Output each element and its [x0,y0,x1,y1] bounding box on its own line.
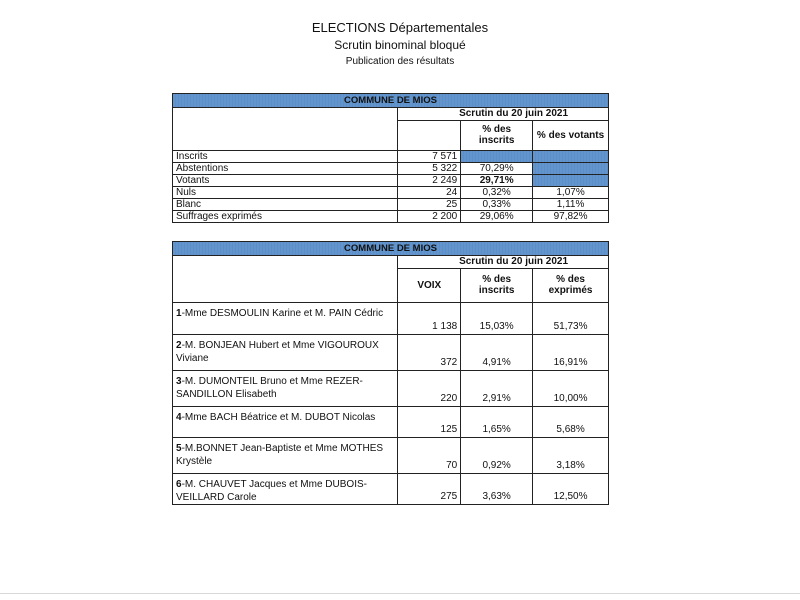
candidate-name [173,438,398,474]
candidate-name [173,371,398,407]
row-pct-inscrits: 0,33% [461,199,533,211]
row-value: 5 322 [398,163,461,175]
candidate-pct-inscrits: 2,91% [461,371,533,407]
row-pct-votants: 1,07% [533,187,609,199]
table-row [173,199,609,211]
results-table [172,241,609,505]
row-pct-votants: 97,82% [533,211,609,223]
row-pct-votants: 1,11% [533,199,609,211]
row-value: 2 200 [398,211,461,223]
candidate-pct-exprimes: 5,68% [533,407,609,438]
candidate-name [173,407,398,438]
candidate-number: 4 [176,412,182,423]
scan-edge-line [0,593,800,594]
blank-header-cell [173,256,398,303]
candidate-pct-inscrits: 4,91% [461,335,533,371]
candidate-label: -Mme BACH Béatrice et M. DUBOT Nicolas [181,412,376,423]
candidate-row [173,371,609,407]
candidate-voix: 125 [398,407,461,438]
candidate-row [173,335,609,371]
candidate-number: 5 [176,443,182,454]
candidate-row [173,407,609,438]
commune-band: COMMUNE DE MIOS [173,242,609,256]
col-voix: VOIX [398,268,461,302]
candidate-pct-inscrits: 3,63% [461,474,533,505]
row-value: 24 [398,187,461,199]
candidate-pct-inscrits: 15,03% [461,303,533,335]
blank-header-cell [398,120,461,150]
row-label: Abstentions [173,163,398,175]
candidate-label: -M. DUMONTEIL Bruno et Mme REZER-SANDILLON Elisabeth [176,376,363,400]
col-pct-inscrits: % des inscrits [461,268,533,302]
shaded-cell [533,163,609,175]
table-row [173,175,609,187]
candidate-name [173,474,398,505]
row-pct-inscrits: 70,29% [461,163,533,175]
row-label: Inscrits [173,151,398,163]
candidate-pct-exprimes: 3,18% [533,438,609,474]
document-caption: Publication des résultats [345,56,455,67]
table-row [173,211,609,223]
row-value: 2 249 [398,175,461,187]
row-pct-inscrits: 29,06% [461,211,533,223]
candidate-voix: 220 [398,371,461,407]
table-row [173,163,609,175]
candidate-name [173,303,398,335]
candidate-row [173,303,609,335]
commune-band: COMMUNE DE MIOS [173,94,609,108]
col-pct-exprimes: % des exprimés [533,268,609,302]
participation-table [172,93,609,223]
candidate-voix: 372 [398,335,461,371]
candidate-voix: 1 138 [398,303,461,335]
candidate-pct-exprimes: 51,73% [533,303,609,335]
candidate-voix: 275 [398,474,461,505]
candidate-pct-exprimes: 12,50% [533,474,609,505]
blank-header-cell [173,108,398,151]
candidate-pct-exprimes: 16,91% [533,335,609,371]
scrutin-date: Scrutin du 20 juin 2021 [398,108,609,121]
candidate-label: -M. BONJEAN Hubert et Mme VIGOUROUX Viviane [176,340,379,364]
col-pct-votants: % des votants [533,120,609,150]
shaded-cell [533,175,609,187]
row-value: 25 [398,199,461,211]
candidate-row [173,474,609,505]
candidate-name [173,335,398,371]
candidate-label: -Mme DESMOULIN Karine et M. PAIN Cédric [181,308,384,319]
col-pct-inscrits: % des inscrits [461,120,533,150]
candidate-voix: 70 [398,438,461,474]
row-pct-inscrits: 0,32% [461,187,533,199]
candidate-number: 1 [176,308,182,319]
scrutin-date: Scrutin du 20 juin 2021 [398,256,609,269]
shaded-cell [461,151,533,163]
candidate-number: 3 [176,376,182,387]
candidate-pct-inscrits: 0,92% [461,438,533,474]
row-pct-inscrits: 29,71% [461,175,533,187]
candidate-pct-inscrits: 1,65% [461,407,533,438]
table-row [173,151,609,163]
row-label: Nuls [173,187,398,199]
candidate-row [173,438,609,474]
row-label: Blanc [173,199,398,211]
candidate-number: 2 [176,340,182,351]
candidate-number: 6 [176,479,182,490]
table-row [173,187,609,199]
candidate-pct-exprimes: 10,00% [533,371,609,407]
document-title: ELECTIONS Départementales [311,20,489,35]
shaded-cell [533,151,609,163]
row-label: Suffrages exprimés [173,211,398,223]
row-value: 7 571 [398,151,461,163]
candidate-label: -M. CHAUVET Jacques et Mme DUBOIS-VEILLARD Carole [176,479,367,503]
candidate-label: -M.BONNET Jean-Baptiste et Mme MOTHES Krystèle [176,443,384,467]
row-label: Votants [173,175,398,187]
document-subtitle: Scrutin binominal bloqué [334,38,466,52]
